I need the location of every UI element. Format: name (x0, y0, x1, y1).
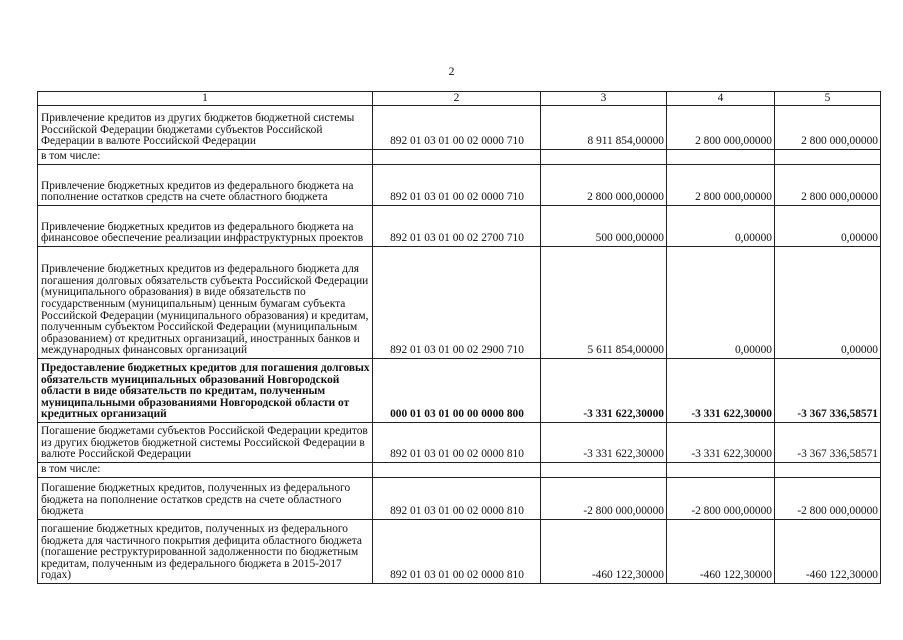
row-value-col4: -460 122,30000 (667, 520, 775, 584)
table-row (38, 106, 881, 150)
table-row (38, 206, 881, 247)
column-header-5: 5 (775, 92, 881, 106)
row-value-col5: 2 800 000,00000 (775, 106, 881, 150)
row-value-col3: -3 331 622,30000 (541, 423, 667, 463)
row-description: Привлечение кредитов из других бюджетов бюджетной системы Российской Федерации бюджетами субъектов Российской Федерации в валюте Российской Федерации (38, 106, 373, 150)
row-description: в том числе: (38, 463, 373, 478)
budget-table (37, 91, 881, 584)
page-number: 2 (448, 64, 455, 78)
row-description: Привлечение бюджетных кредитов из федерального бюджета на финансовое обеспечение реализации инфраструктурных проектов (38, 206, 373, 247)
row-code: 892 01 03 01 00 02 0000 810 (373, 520, 541, 584)
table-row (38, 520, 881, 584)
empty-cell (373, 463, 541, 478)
row-value-col4: -3 331 622,30000 (667, 423, 775, 463)
table-row (38, 478, 881, 520)
column-header-4: 4 (667, 92, 775, 106)
row-value-col3: 8 911 854,00000 (541, 106, 667, 150)
table-row-subheading (38, 150, 881, 165)
row-description: Погашение бюджетами субъектов Российской Федерации кредитов из других бюджетов бюджетной системы Российской Федерации в валюте Российской Федерации (38, 423, 373, 463)
row-value-col3: -460 122,30000 (541, 520, 667, 584)
empty-cell (541, 463, 667, 478)
row-value-col3: 5 611 854,00000 (541, 247, 667, 359)
row-value-col3: 500 000,00000 (541, 206, 667, 247)
row-value-col3: -2 800 000,00000 (541, 478, 667, 520)
row-code: 892 01 03 01 00 02 0000 710 (373, 106, 541, 150)
empty-cell (541, 150, 667, 165)
empty-cell (667, 463, 775, 478)
empty-cell (775, 463, 881, 478)
empty-cell (667, 150, 775, 165)
row-description: Привлечение бюджетных кредитов из федерального бюджета на пополнение остатков средств на счете областного бюджета (38, 165, 373, 206)
table-row (38, 165, 881, 206)
table-row (38, 247, 881, 359)
row-value-col5: 2 800 000,00000 (775, 165, 881, 206)
row-code: 892 01 03 01 00 02 2900 710 (373, 247, 541, 359)
row-code: 892 01 03 01 00 02 0000 710 (373, 165, 541, 206)
row-description: в том числе: (38, 150, 373, 165)
row-code: 892 01 03 01 00 02 0000 810 (373, 423, 541, 463)
row-value-col5: -3 367 336,58571 (775, 423, 881, 463)
row-value-col4: 0,00000 (667, 247, 775, 359)
row-code: 892 01 03 01 00 02 2700 710 (373, 206, 541, 247)
table-row-total (38, 359, 881, 423)
row-value-col4: 0,00000 (667, 206, 775, 247)
row-description: Предоставление бюджетных кредитов для погашения долговых обязательств муниципальных образований Новгородской области в виде обязательств по кредитам, полученным муниципальными образованиями Новгородской области от кредитных организаций (38, 359, 373, 423)
row-value-col4: 2 800 000,00000 (667, 165, 775, 206)
column-header-2: 2 (373, 92, 541, 106)
row-value-col3: -3 331 622,30000 (541, 359, 667, 423)
table-header-row (38, 92, 881, 106)
row-value-col5: -460 122,30000 (775, 520, 881, 584)
row-code: 892 01 03 01 00 02 0000 810 (373, 478, 541, 520)
table-row-subheading (38, 463, 881, 478)
row-description: Погашение бюджетных кредитов, полученных из федерального бюджета на пополнение остатков средств на счете областного бюджета (38, 478, 373, 520)
row-code: 000 01 03 01 00 00 0000 800 (373, 359, 541, 423)
row-description: погашение бюджетных кредитов, полученных из федерального бюджета для частичного покрытия дефицита областного бюджета (погашение реструктурированной задолженности по бюджетным кредитам, полученным из федерального бюджета в 2015-2017 годах) (38, 520, 373, 584)
table-row (38, 423, 881, 463)
column-header-1: 1 (38, 92, 373, 106)
row-value-col4: -3 331 622,30000 (667, 359, 775, 423)
row-value-col5: -3 367 336,58571 (775, 359, 881, 423)
row-description: Привлечение бюджетных кредитов из федерального бюджета для погашения долговых обязательств субъекта Российской Федерации (муниципального образования) в виде обязательств по государственным (муниципальным) ценным бумагам субъекта Российской Федерации (муниципального образования) и кредитам, полученным субъектом Российской Федерации (муниципальным образованием) от кредитных организаций, иностранных банков и международных финансовых организаций (38, 247, 373, 359)
column-header-3: 3 (541, 92, 667, 106)
row-value-col4: -2 800 000,00000 (667, 478, 775, 520)
row-value-col4: 2 800 000,00000 (667, 106, 775, 150)
row-value-col5: 0,00000 (775, 247, 881, 359)
row-value-col5: 0,00000 (775, 206, 881, 247)
row-value-col5: -2 800 000,00000 (775, 478, 881, 520)
empty-cell (775, 150, 881, 165)
empty-cell (373, 150, 541, 165)
row-value-col3: 2 800 000,00000 (541, 165, 667, 206)
